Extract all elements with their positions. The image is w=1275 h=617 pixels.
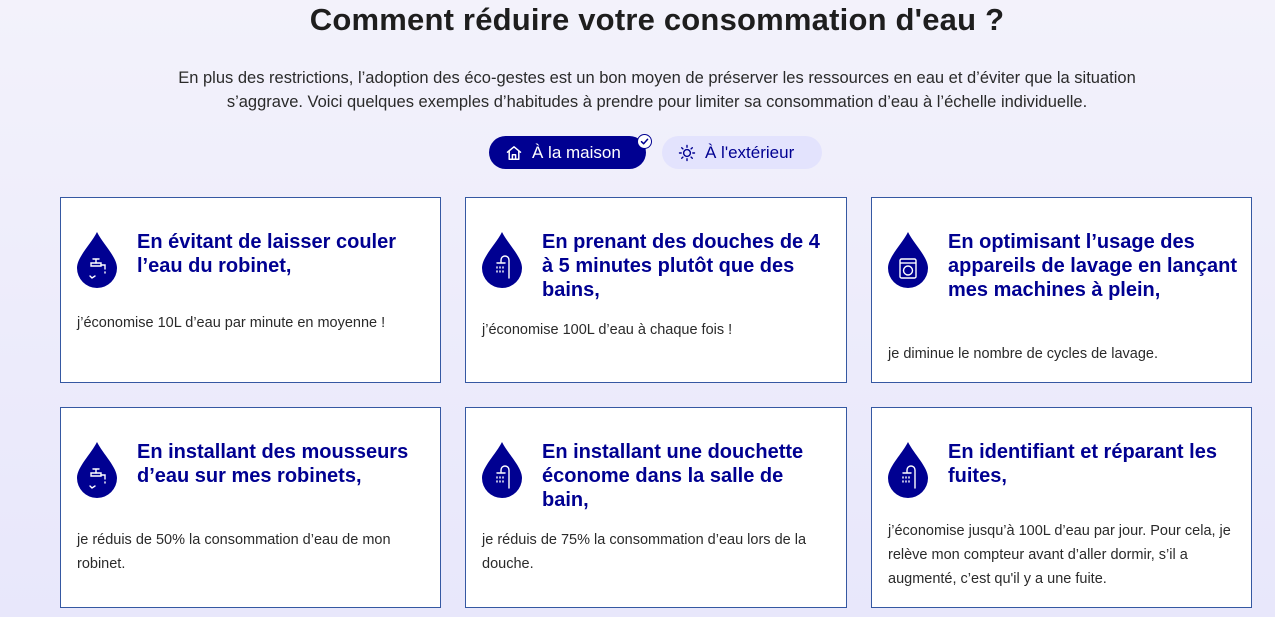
water-drop-shower-icon <box>482 440 522 498</box>
eco-tip-card <box>871 407 1252 608</box>
water-drop-faucet-icon <box>77 230 117 288</box>
water-drop-faucet-icon <box>77 440 117 498</box>
card-title: En installant une douchette économe dans la salle de bain, <box>542 441 804 511</box>
intro-text: En plus des restrictions, l’adoption des éco-gestes est un bon moyen de préserver les ressources en eau et d’éviter que la situation s’aggrave. Voici quelques exemples d’habitudes à prendre pour limiter sa consommation d’eau à l’échelle individuelle. <box>178 69 1136 111</box>
card-title: En évitant de laisser couler l’eau du robinet, <box>137 231 396 277</box>
card-title: En prenant des douches de 4 à 5 minutes plutôt que des bains, <box>542 231 820 301</box>
card-title: En optimisant l’usage des appareils de lavage en lançant mes machines à plein, <box>948 231 1238 301</box>
tab-outside[interactable] <box>662 136 822 169</box>
eco-tip-card <box>465 197 847 383</box>
water-drop-shower-icon <box>888 440 928 498</box>
sun-icon <box>678 144 696 162</box>
tab-home[interactable] <box>489 136 646 169</box>
house-icon <box>505 144 523 162</box>
card-description: je réduis de 50% la consommation d’eau de mon robinet. <box>77 532 391 572</box>
eco-tip-card <box>871 197 1252 383</box>
card-description: je diminue le nombre de cycles de lavage. <box>888 346 1159 362</box>
eco-tip-card <box>465 407 847 608</box>
tab-outside-label: À l'extérieur <box>705 142 795 162</box>
card-description: j’économise 10L d’eau par minute en moyenne ! <box>77 315 386 331</box>
card-description: je réduis de 75% la consommation d’eau lors de la douche. <box>482 532 807 572</box>
eco-tip-card <box>60 197 441 383</box>
tab-home-label: À la maison <box>532 142 621 162</box>
eco-tip-card <box>60 407 441 608</box>
card-description: j’économise jusqu’à 100L d’eau par jour. Pour cela, je relève mon compteur avant d’aller dormir, s’il a augmenté, c’est qu'il y a une fuite. <box>888 523 1231 587</box>
water-drop-shower-icon <box>482 230 522 288</box>
page-title: Comment réduire votre consommation d'eau ? <box>309 2 1005 37</box>
card-description: j’économise 100L d’eau à chaque fois ! <box>482 322 733 338</box>
card-title: En identifiant et réparant les fuites, <box>948 441 1217 487</box>
selected-check-icon <box>637 134 652 149</box>
water-drop-washing-machine-icon <box>888 230 928 288</box>
card-title: En installant des mousseurs d’eau sur mes robinets, <box>137 441 409 487</box>
